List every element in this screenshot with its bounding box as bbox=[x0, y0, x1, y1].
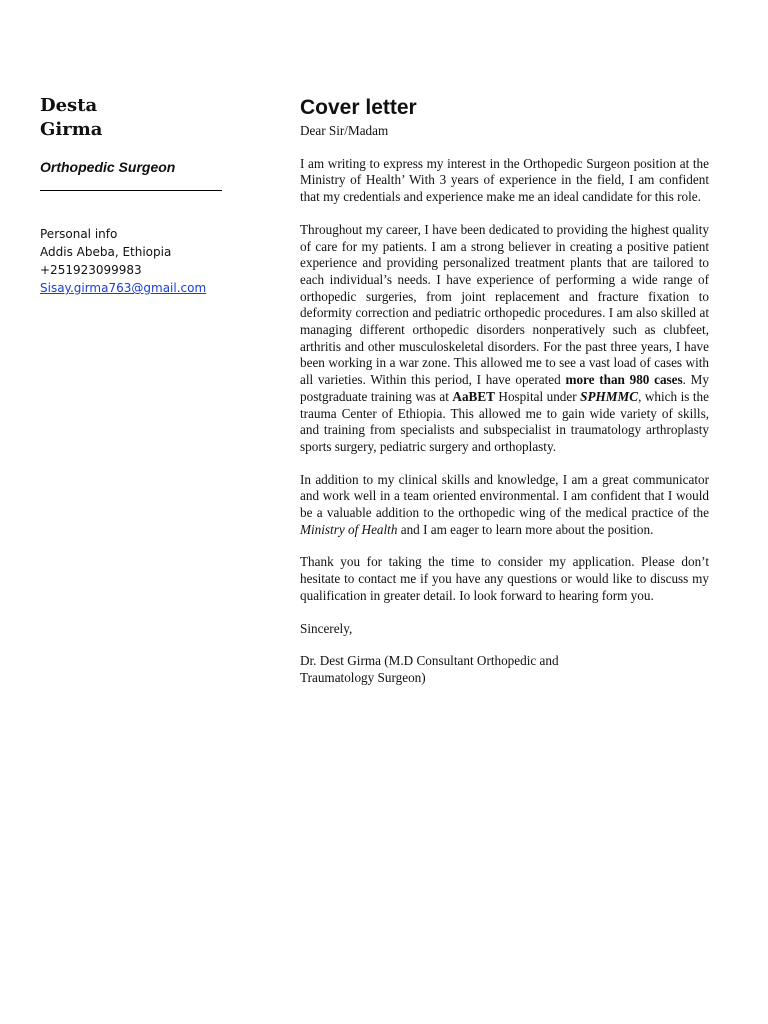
paragraph-experience bbox=[300, 222, 709, 456]
text-run: and I am eager to learn more about the position. bbox=[397, 521, 654, 537]
salutation: Dear Sir/Madam bbox=[300, 123, 389, 138]
text-run: Throughout my career, I have been dedicated to providing the highest quality of care for my patients. I am a strong believer in creating a positive patient experience and providing personalized treatment plants that are tailored to each individual’s needs. I have experience of performing a wide range of orthopedic surgeries, from joint replacement and fracture fixation to deformity correction and pediatric orthopedic procedures. I am also skilled at managing different orthopedic disorders nonperatively such as clubfeet, arthritis and other musculoskeletal disorders. For the past three years, I have been working in a war zone. This allowed me to see a vast load of cases with all varieties. Within this period, I have operated bbox=[300, 221, 709, 388]
paragraph-intro: I am writing to express my interest in the Orthopedic Surgeon position at the Ministry of Health’ With 3 years of experience in the field, I am confident that my credentials and experience make me an ideal candidate for this role. bbox=[300, 155, 709, 205]
job-title: Orthopedic Surgeon bbox=[40, 159, 176, 175]
contact-phone: +251923099983 bbox=[40, 263, 142, 277]
signature-line: Dr. Dest Girma (M.D Consultant Orthopedic and bbox=[300, 653, 559, 669]
contact-heading: Personal info bbox=[40, 227, 118, 241]
signature-line: Traumatology Surgeon) bbox=[300, 669, 426, 685]
last-name: Girma bbox=[40, 119, 103, 140]
hospital-name: AaBET bbox=[452, 388, 495, 404]
first-name: Desta bbox=[40, 95, 98, 116]
divider bbox=[40, 190, 222, 191]
letter-title: Cover letter bbox=[300, 96, 417, 119]
contact-location: Addis Abeba, Ethiopia bbox=[40, 245, 172, 259]
organization-name: SPHMMC bbox=[580, 388, 639, 404]
paragraph-skills bbox=[300, 472, 709, 539]
paragraph-thanks: Thank you for taking the time to consider my application. Please don’t hesitate to contact me if you have any questions or would like to discuss my qualification in greater detail. Io look forward to hearing form you. bbox=[300, 554, 709, 603]
email-link[interactable]: Sisay.girma763@gmail.com bbox=[40, 281, 207, 295]
sidebar bbox=[40, 94, 224, 297]
ministry-name: Ministry of Health bbox=[300, 521, 398, 537]
text-run: Hospital under bbox=[494, 388, 581, 404]
text-run: , which is the trauma Center of Ethiopia. This allowed me to gain wide variety of skills, and training from specialists and subspecialist in traumatology arthroplasty sports surgery, pediatric surgery and orthoplasty. bbox=[300, 388, 709, 454]
text-run: In addition to my clinical skills and knowledge, I am a great communicator and work well in a team oriented environmental. I am confident that I would be a valuable addition to the orthopedic wing of the medical practice of the bbox=[300, 471, 709, 521]
closing: Sincerely, bbox=[300, 620, 353, 636]
signature bbox=[300, 653, 709, 686]
contact-block bbox=[40, 225, 224, 297]
text-run: . My postgraduate training was at bbox=[300, 372, 710, 404]
letter-body bbox=[300, 96, 709, 687]
cases-count: more than 980 cases bbox=[565, 372, 683, 388]
